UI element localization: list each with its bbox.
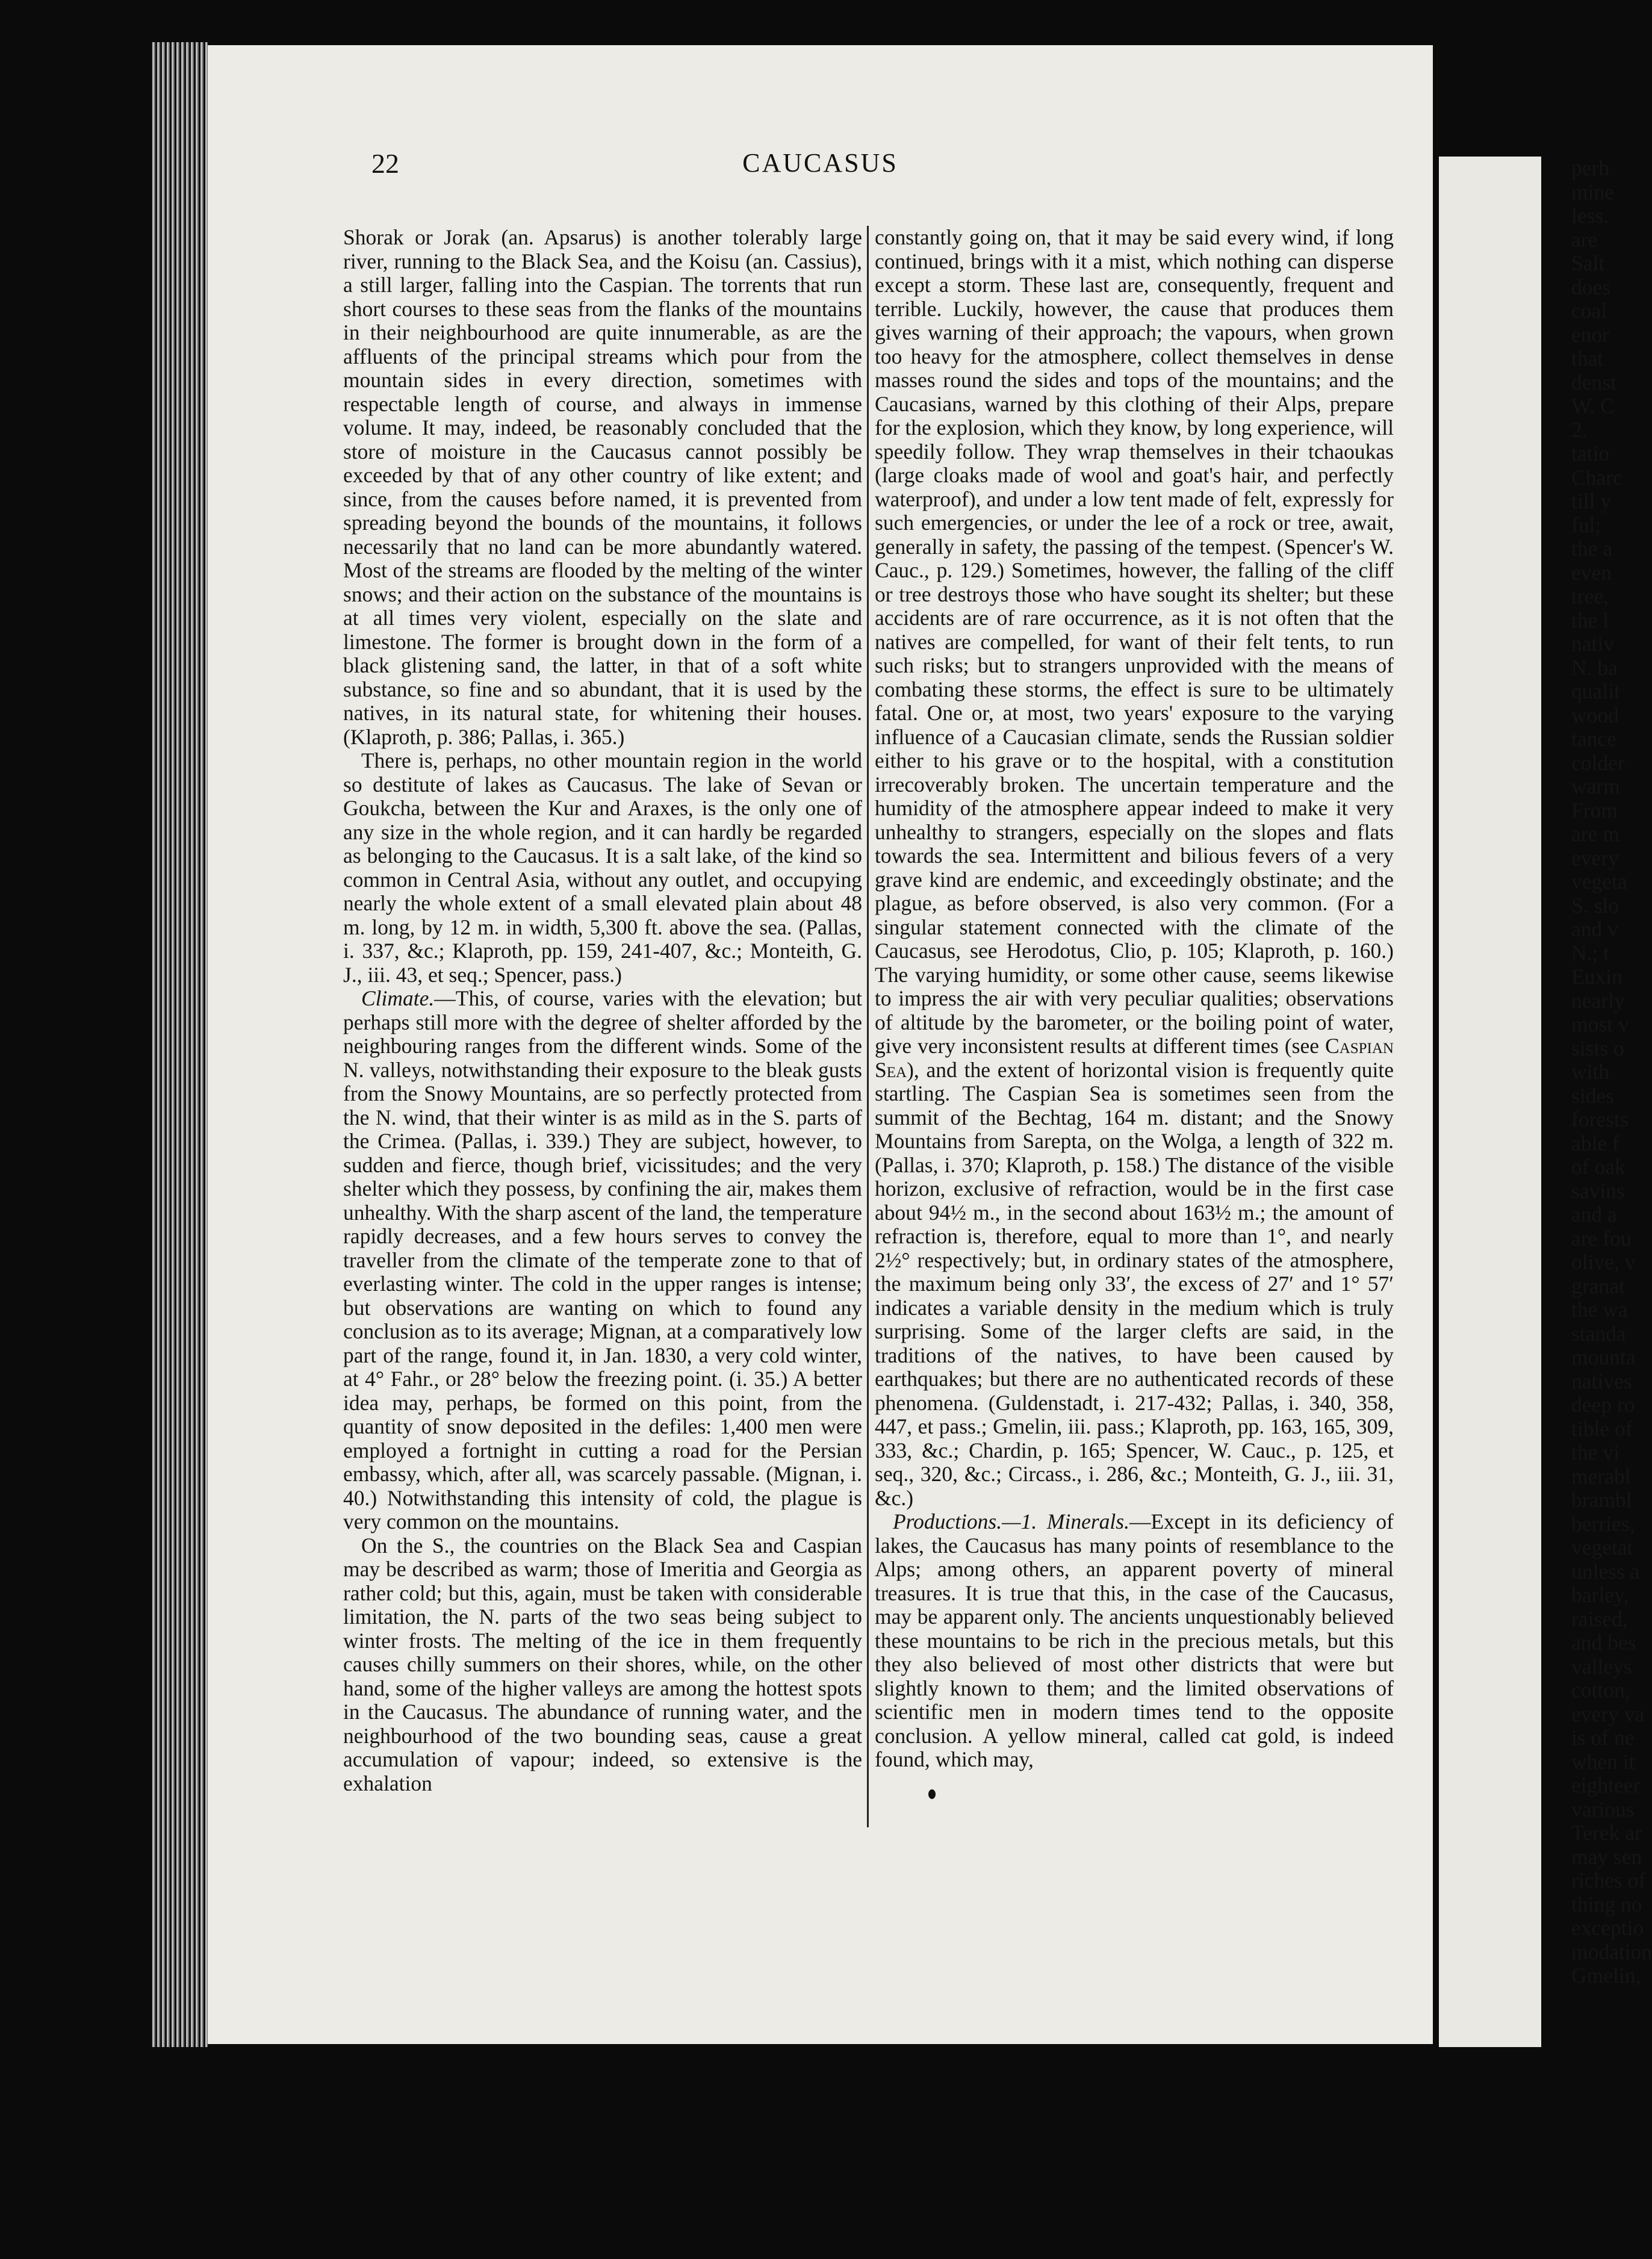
paragraph-text: —Except in its deficiency of lakes, the Caucasus has many points of resemblance to the Alps; among others, an apparent poverty of mineral treasures. It is true that this, in the case of the Caucasus, may be apparent only. The ancients unquestionably believed these mountains to be rich in the precious metals, but this they also believed of most other districts that were but slightly known to them; and the limited observations of scientific men in modern times tend to the opposite conclusion. A yellow mineral, called cat gold, is indeed found, which may,	[875, 1509, 1394, 1771]
next-page-line: W. C	[1571, 394, 1615, 418]
next-page-line: less.	[1571, 204, 1609, 228]
paragraph-text: ), and the extent of horizontal vision is frequently quite startling. The Caspian Sea is sometimes seen from the summit of the Bechtag, 164 m. distant; and the Snowy Mountains from Sarepta, on the Wolga, a length of 322 m. (Pallas, i. 370; Klaproth, p. 158.) The distance of the visible horizon, exclusive of refraction, would be in the first case about 94½ m., in the second about 163½ m.; the amount of refraction is, therefore, equal to more than 1°, and nearly 2½° respectively; but, in ordinary states of the atmosphere, the maximum being only 33′, the excess of 27′ and 1° 57′ indicates a variable density in the medium which is truly surprising. Some of the larger clefts are said, in the traditions of the natives, to have been caused by earthquakes; but there are no authenticated records of these phenomena. (Guldenstadt, i. 217-432; Pallas, i. 340, 358, 447, et pass.; Gmelin, iii. pass.; Klaproth, pp. 163, 165, 309, 333, &c.; Chardin, p. 165; Spencer, W. Cauc., p. 125, et seq., 320, &c.; Circass., i. 286, &c.; Monteith, G. J., iii. 31, &c.)	[875, 1057, 1394, 1510]
paragraph	[343, 987, 862, 1534]
paragraph	[875, 226, 1394, 1510]
next-page-line: wood	[1571, 703, 1619, 727]
next-page-line: mine	[1571, 179, 1614, 204]
next-page-line: sides	[1571, 1083, 1614, 1108]
next-page-lines	[1439, 156, 1652, 1988]
next-page-line: various	[1571, 1797, 1635, 1821]
next-page-line: modation	[1571, 1939, 1652, 1964]
next-page-line: N.; t	[1571, 940, 1610, 965]
next-page-line: are fou	[1571, 1226, 1632, 1251]
next-page-line: and v	[1571, 917, 1618, 941]
next-page-line: deep ro	[1571, 1393, 1635, 1417]
next-page-line: berries,	[1571, 1511, 1635, 1536]
next-page-line: perh	[1571, 156, 1610, 180]
next-page-line: coal	[1571, 299, 1607, 323]
next-page-line: Gmelin,	[1571, 1963, 1641, 1987]
next-page-line: are	[1571, 227, 1598, 252]
next-page-line: savins	[1571, 1178, 1625, 1203]
next-page-line: tatio	[1571, 441, 1610, 465]
paragraph	[875, 1510, 1394, 1772]
next-page-line: every	[1571, 845, 1619, 870]
next-page-line: may sen	[1571, 1844, 1642, 1869]
next-page-line: warm	[1571, 774, 1620, 798]
next-page-line: thing no	[1571, 1892, 1642, 1916]
next-page-line: Charc	[1571, 465, 1622, 489]
next-page-line: denst	[1571, 370, 1616, 394]
next-page-line: mounta	[1571, 1345, 1636, 1369]
next-page-line: able f	[1571, 1131, 1619, 1155]
next-page-line: ful;	[1571, 512, 1601, 537]
cross-reference: Caspian Sea	[875, 1034, 1394, 1082]
paragraph: Shorak or Jorak (an. Apsarus) is another tolerably large river, running to the Black Sea, and the Koisu (an. Cassius), a still larger, falling into the Caspian. The torrents that run short courses to these seas from the flanks of the mountains in their neighbourhood are quite innumerable, as are the affluents of the principal streams which pour from the mountain sides in every direction, sometimes with respectable length of course, and always in immense volume. It may, indeed, be reasonably concluded that the store of moisture in the Caucasus cannot possibly be exceeded by that of any other country of like extent; and since, from the causes before named, it is prevented from spreading beyond the bounds of the mountains, it follows necessarily that no land can be more abundantly watered. Most of the streams are flooded by the melting of the winter snows; and their action on the substance of the mountains is at all times very violent, especially on the slate and limestone. The former is brought down in the form of a black glistening sand, the latter, in that of a soft white substance, so fine and so abundant, that it is used by the natives, in its natural state, for whitening their houses. (Klaproth, p. 386; Pallas, i. 365.)	[343, 225, 862, 749]
next-page-line: brambl	[1571, 1488, 1632, 1512]
next-page-line: Euxin	[1571, 965, 1622, 989]
next-page-line: S. slo	[1571, 893, 1619, 918]
next-page-line: every va	[1571, 1701, 1645, 1726]
paragraph-text: —This, of course, varies with the elevation; but perhaps still more with the degree of shelter afforded by the neighbouring ranges from the different winds. Some of the N. valleys, notwithstanding their exposure to the bleak gusts from the Snowy Mountains, are so perfectly protected from the N. wind, that their winter is as mild as in the S. parts of the Crimea. (Pallas, i. 339.) They are subject, however, to sudden and fierce, though brief, vicissitudes; and the very shelter which they possess, by confining the air, makes them unhealthy. With the sharp ascent of the land, the temperature rapidly decreases, and a few hours serves to convey the traveller from the climate of the temperate zone to that of everlasting winter. The cold in the upper ranges is intense; but observations are wanting on which to found any conclusion as to its average; Mignan, at a comparatively low part of the range, found it, in Jan. 1830, a very cold winter, at 4° Fahr., or 28° below the freezing point. (i. 35.) A better idea may, perhaps, be formed on this point, from the quantity of snow deposited in the defiles: 1,400 men were employed a fortnight in cutting a road for the Persian embassy, which, after all, was scarcely passable. (Mignan, i. 40.) Notwithstanding this intensity of cold, the plague is very common on the mountains.	[343, 986, 862, 1533]
next-page-line: and a	[1571, 1202, 1617, 1226]
next-page-line: nativ	[1571, 632, 1614, 656]
next-page-line: tible of	[1571, 1416, 1633, 1441]
next-page-line: From	[1571, 798, 1618, 822]
next-page-line: till y	[1571, 489, 1612, 513]
next-page-line: when it	[1571, 1749, 1635, 1774]
next-page-line: does	[1571, 275, 1611, 299]
next-page-line: tree,	[1571, 584, 1609, 608]
page	[208, 45, 1433, 2044]
paragraph: There is, perhaps, no other mountain region in the world so destitute of lakes as Caucasus. The lake of Sevan or Goukcha, between the Kur and Araxes, is the only one of any size in the whole region, and it can hardly be regarded as belonging to the Caucasus. It is a salt lake, of the kind so common in Central Asia, without any outlet, and occupying nearly the whole extent of a small elevated plain about 48 m. long, by 12 m. in width, 5,300 ft. above the sea. (Pallas, i. 337, &c.; Klaproth, pp. 159, 241-407, &c.; Monteith, G. J., iii. 43, et seq.; Spencer, pass.)	[343, 748, 862, 987]
next-page-line: that	[1571, 346, 1604, 370]
next-page-line: the l	[1571, 607, 1609, 632]
next-page-line: the vi	[1571, 1440, 1619, 1464]
next-page-line: the wa	[1571, 1297, 1628, 1322]
next-page-line: cotton,	[1571, 1678, 1630, 1702]
section-heading: Climate.	[361, 986, 435, 1010]
next-page-line: Salt	[1571, 251, 1605, 275]
next-page-line: standa	[1571, 1321, 1626, 1346]
next-page-line: and bes	[1571, 1630, 1636, 1655]
next-page-line: vegeta	[1571, 869, 1627, 893]
left-column	[343, 226, 862, 1966]
next-page-line: even	[1571, 560, 1612, 585]
next-page-line: natives	[1571, 1369, 1632, 1393]
next-page-line: are m	[1571, 822, 1619, 846]
next-page-line: nearly	[1571, 988, 1625, 1013]
running-head: CAUCASUS	[742, 148, 898, 178]
next-page-line: riches of	[1571, 1868, 1646, 1892]
next-page-line: most v	[1571, 1012, 1629, 1036]
next-page-line: tance	[1571, 727, 1616, 751]
next-page-line: forests	[1571, 1107, 1629, 1131]
next-page-line: granat	[1571, 1273, 1625, 1298]
page-number: 22	[371, 148, 399, 179]
right-column	[875, 226, 1394, 1966]
next-page-line: with	[1571, 1060, 1610, 1084]
next-page-line: of oak	[1571, 1155, 1626, 1179]
column-rule	[867, 226, 869, 1827]
next-page-line: exceptio	[1571, 1916, 1644, 1940]
next-page-line: the a	[1571, 536, 1613, 561]
next-page-line: N. ba	[1571, 655, 1618, 680]
next-page-line: unless a	[1571, 1559, 1640, 1583]
ink-mark	[928, 1789, 936, 1799]
book-edge	[151, 42, 208, 2047]
next-page-line: valleys	[1571, 1654, 1632, 1679]
paragraph: On the S., the countries on the Black Sea and Caspian may be described as warm; those of Imeritia and Georgia as rather cold; but this, again, must be taken with considerable limitation, the N. parts of the two seas being subject to winter frosts. The melting of the ice in them frequently causes chilly summers on their shores, while, on the other hand, some of the higher valleys are among the hottest spots in the Caucasus. The abundance of running water, and the neighbourhood of the two bounding seas, cause a great accumulation of vapour; indeed, so extensive is the exhalation	[343, 1533, 862, 1795]
next-page-line: 2.	[1571, 417, 1588, 442]
next-page-line: is of ne	[1571, 1726, 1635, 1750]
next-page-line: vegetat	[1571, 1535, 1633, 1559]
paragraph-text: constantly going on, that it may be said every wind, if long continued, brings with it a mist, which nothing can disperse except a storm. These last are, consequently, frequent and terrible. Luckily, however, the cause that produces them gives warning of their approach; the vapours, when grown too heavy for the atmosphere, collect themselves in dense masses round the sides and tops of the mountains; and the Caucasians, warned by this clothing of their Alps, prepare for the explosion, which they know, by long experience, will speedily follow. They wrap themselves in their tchaoukas (large cloaks made of wool and goat's hair, and perfectly waterproof), and under a low tent made of felt, expressly for such emergencies, or under the lee of a rock or tree, await, generally in safety, the passing of the tempest. (Spencer's W. Cauc., p. 129.) Sometimes, however, the falling of the cliff or tree destroys those who have sought its shelter; but these accidents are of rare occurrence, as it is not often that the natives are compelled, for want of their felt tents, to run such risks; but to strangers unprovided with the means of combating these storms, the effect is sure to be ultimately fatal. One or, at most, two years' exposure to the varying influence of a Caucasian climate, sends the Russian soldier either to his grave or to the hospital, with a constitution irrecoverably broken. The uncertain temperature and the humidity of the atmosphere appear indeed to make it very unhealthy to strangers, especially on the slopes and flats towards the sea. Intermittent and bilious fevers of a very grave kind are endemic, and exceedingly obstinate; and the plague, as before observed, is also very common. (For a singular statement connected with the climate of the Caucasus, see Herodotus, Clio, p. 105; Klaproth, p. 160.) The varying humidity, or some other cause, seems likewise to impress the air with very peculiar qualities; observations of altitude by the barometer, or the boiling point of water, give very inconsistent results at different times (see	[875, 225, 1394, 1058]
next-page-line: raised,	[1571, 1606, 1628, 1631]
next-page-line: enor	[1571, 322, 1610, 347]
section-heading: Productions.—1. Minerals.	[893, 1509, 1129, 1533]
next-page-fragment	[1439, 156, 1652, 2047]
next-page-line: barley,	[1571, 1583, 1629, 1607]
next-page-line: Terek ar	[1571, 1821, 1642, 1845]
next-page-line: colder	[1571, 750, 1625, 775]
next-page-line: merabl	[1571, 1464, 1631, 1488]
next-page-line: eighteer	[1571, 1773, 1641, 1797]
next-page-line: sists o	[1571, 1036, 1624, 1060]
next-page-line: qualit	[1571, 679, 1620, 703]
next-page-line: olive, v	[1571, 1250, 1636, 1274]
